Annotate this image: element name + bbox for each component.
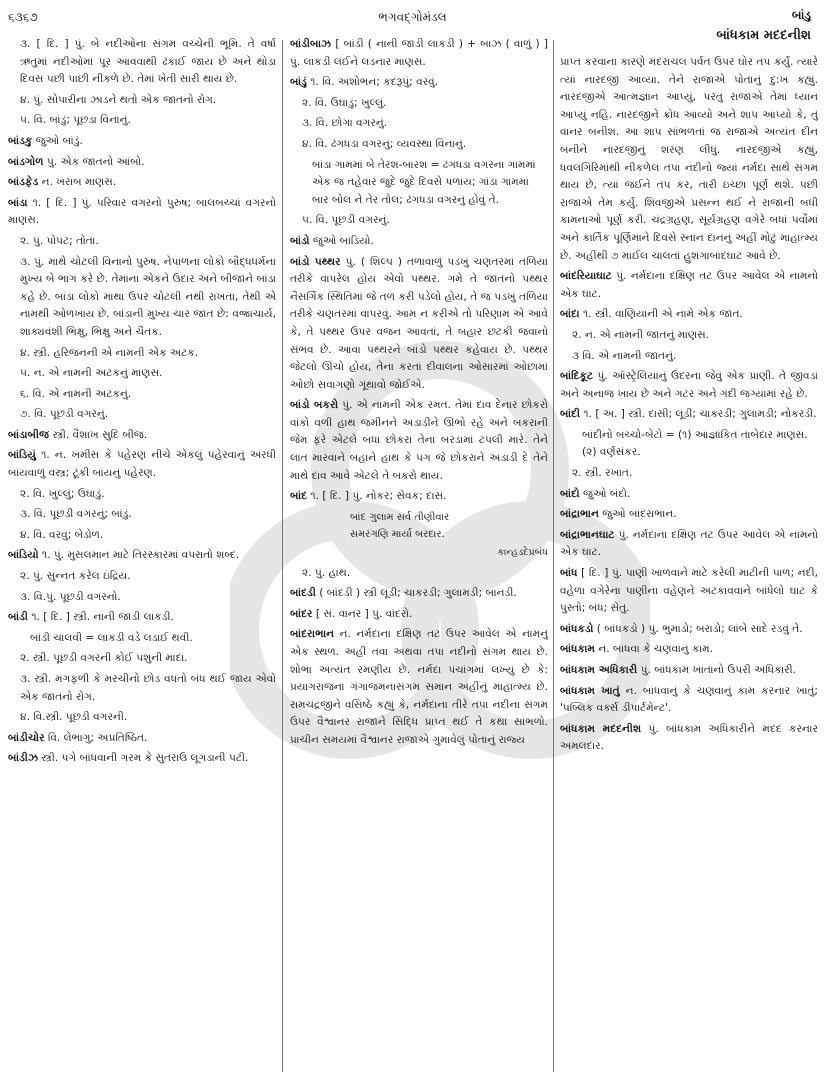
- entry-definition: ૧. વિ. અશોભન; કદરૂપું; વરવું.: [306, 76, 439, 89]
- guide-word-last: બાંધકામ મદદનીશ: [716, 28, 811, 43]
- entry-definition: ૧. [ અ. ] સ્ત્રી. દાસી; લૂંડી; ચાકરડી; ગુલામડી; નોકરડી.: [580, 408, 817, 421]
- column-divider: [282, 40, 283, 1072]
- dictionary-entry: [8, 447, 276, 482]
- entry-sense: ૩. વિ. પૂછડી વગરનું; બાંડું.: [20, 508, 132, 521]
- entry-headword: બાંડો: [290, 234, 310, 247]
- entry-headword: બાંડફેડ: [8, 176, 39, 189]
- entry-headword: બાંડગોળ: [8, 155, 44, 168]
- dictionary-entry: [8, 133, 276, 151]
- entry-headword: બાંદા: [560, 308, 580, 321]
- entry-definition: ૧. [ દિ. ] સ્ત્રી. નાની જાડી લાકડી.: [27, 611, 174, 624]
- entry-definition: [ દિ. ] પું. પાણી ખાળવાને માટે કરેલી માટીની પાળ; નદી, વહેળા વગેરેના પાણીના વહેણને અટકાવવાને બાંધેલો ઘાટ કે પુસ્તો; બંધ; સેતુ.: [560, 567, 818, 615]
- entry-sense: ૨. વિ. ખુલ્લું; ઉઘાડું.: [20, 487, 105, 500]
- dictionary-entry: [560, 486, 818, 504]
- entry-headword: બાંદો: [560, 487, 580, 500]
- entry-headword: બાંધકામ અધિકારી: [560, 664, 638, 676]
- entry-headword: બાંદ: [290, 490, 308, 503]
- dictionary-entry: [560, 306, 818, 324]
- entry-sense: ૨. પું. સુન્નત કરેલ ઇંદ્રિય.: [20, 570, 131, 583]
- dictionary-entry: [290, 36, 548, 71]
- column-1: [8, 36, 276, 1076]
- entry-definition: [ બાંડી ( નાની જાડી લાકડી ) + બાઝ ( વાળું ) ] પું. લાકડી લઈને લડનાર માણસ.: [290, 38, 548, 68]
- entry-headword: બાંડીચોર: [8, 731, 45, 744]
- entry-headword: બાંડી: [8, 611, 28, 624]
- entry-definition: પું. એ નામની એક રમત. તેમાં દાવ દેનાર છોકરો વાંકો વળી હાથ જમીનને અડાડીને ઊભો રહે અને બકરાની જેમ ફરે એટલે બધા છોકરા તેના બરડામાં ટપલી મારે. તેને લાત મારવાને બહાને હાથ કે પગ જે છોકરાને અડાડી દે તેને માથે દાવ આવે એટલે તે બકરો થાય.: [290, 399, 548, 482]
- entry-sense: ૪. સ્ત્રી. હરિજનની એ નામની એક અટક.: [20, 346, 199, 359]
- entry-definition: ૧. [ દિ. ] પું. નોકર; સેવક; દાસ.: [307, 490, 447, 503]
- entry-sense: ૩. વિ.પું. પૂછડી વગરનો.: [20, 590, 121, 603]
- dictionary-entry: [290, 488, 548, 506]
- entry-headword: બાંદિકૂટ: [560, 370, 594, 383]
- entry-headword: બાંડો પથ્થર: [290, 255, 341, 268]
- entry-sense: ૩. વિ. છોગા વગરનું.: [302, 117, 388, 130]
- entry-definition: સ્ત્રી. વૈશાખ સુદિ બીજ.: [49, 428, 148, 441]
- entry-definition: જુઓ બાંડું.: [32, 134, 83, 147]
- entry-headword: બાંડીઝ: [8, 752, 39, 765]
- entry-sense: ૫. વિ. બાંડું; પૂછડા વિનાનું.: [20, 114, 131, 127]
- entry-definition: ૧. ન. ખમીસ કે પહેરણ નીચે એકલું પહેરવાનું અરધી બાંયવાળું વસ્ત્ર; ટૂંકી બાંયનું પહેરણ.: [8, 449, 276, 480]
- column-divider: [553, 40, 554, 1072]
- entry-definition: ( બાંદડી ) સ્ત્રી લૂંડી; ચાકરડી; ગુલામડી; બાનડી.: [315, 587, 517, 600]
- entry-sense: ૬. વિ. એ નામની અટકનું.: [20, 387, 132, 400]
- entry-headword: બાંદરિયાઘાટ: [560, 270, 612, 283]
- entry-definition: ન. બાંધવાનું કે ચણવાનું કામ કરનાર ખાતું; 'પબ્લિક વર્ક્સ ડીપાર્ટમેન્ટ'.: [560, 684, 819, 715]
- page-title: ભગવદ્ગોમંડલ: [378, 10, 447, 24]
- dictionary-entry: [560, 641, 818, 659]
- dictionary-entry: [560, 683, 818, 718]
- dictionary-entry: [560, 506, 818, 524]
- entry-headword: બાંડકુ: [8, 134, 33, 147]
- entry-definition: ન. બાંધવા કે ચણવાનું કામ.: [595, 643, 713, 656]
- entry-sense: ૨. સ્ત્રી. રખાત.: [572, 467, 633, 480]
- entry-headword: બાંદ્રાભાનઘાટ: [560, 528, 615, 541]
- dictionary-entry: [8, 609, 276, 627]
- entry-sense: ૨. વિ. ઉઘાડું; ખુલ્લું.: [302, 96, 387, 109]
- entry-headword: બાંદ્રાભાન: [560, 508, 599, 521]
- entry-definition: ( બાંધકડો ) પું. ભુમાડો; બરાડો; લાંબે સાદે રડવું તે.: [593, 622, 803, 635]
- dictionary-entry: [560, 662, 818, 680]
- entry-sense: ૨. પું. પોપટ; તોતા.: [20, 234, 99, 247]
- entry-definition: પું. નર્મદાના દક્ષિણ તટ ઉપર આવેલ એ નામનો એક ઘાટ.: [560, 270, 818, 300]
- dictionary-entry: [290, 585, 548, 603]
- entry-sense: ૪. વિ. વરવું; બેડોળ.: [20, 528, 104, 541]
- entry-headword: બાંદડી: [290, 587, 316, 600]
- dictionary-entry: [560, 406, 818, 424]
- page-number: ૬૩૬૭: [8, 10, 38, 24]
- entry-headword: બાંડું: [290, 76, 307, 89]
- entry-sense: ૨. પું. હાથ.: [302, 566, 351, 579]
- continued-paragraph: પ્રાપ્ત કરવાના કારણે મંદરાચલ પર્વત ઉપર ઘોર તપ કર્યું. ત્યારે ત્યાં નારદજી આવ્યા. તેને રાજાએ પોતાનું દુ:ખ કહ્યું. નારદજીએ આત્મજ્ઞાન આપ્યું, પરંતુ રાજાએ તેમાં ધ્યાન આપ્યું નહિ. નારદજીને ક્રોધ આવ્યો અને શાપ આપ્યો કે, તું વાનર બનીશ. આ શાપ સાંભળતાં જ રાજાએ અત્યંત દીન બનીને નારદજીનું શરણ લીધું. નારદજીએ કહ્યું, ધવલગિરિમાંથી નીકળેલ તપા નદીનો જ્યાં નર્મદા સાથે સંગમ થાય છે, ત્યાં જઈને તપ કર, તારી ઇચ્છા પૂર્ણ થશે. પછી રાજાએ તેમ કર્યું. શિવજીએ પ્રસન્ન થઈ ને રાજાની બધી કામનાઓ પૂર્ણ કરી. ચંદ્રગ્રહણ, સૂર્યગ્રહણ વગેરે બધાં પર્વોમાં અને કાર્તિક પૂર્ણિમાને દિવસે સ્નાન દાનનું અહીં મોટું માહાત્મ્ય છે. અહીંથી ૭ માઈલ ચાલતાં હુશંગાબાદઘાટ આવે છે.: [560, 56, 818, 262]
- verse-line: બાંદ ગુલામ સર્વ તીણીવાર: [350, 511, 450, 523]
- entry-headword: બાંડો બકરો: [290, 399, 339, 412]
- entry-headword: બાંધકામ ખાતું: [560, 684, 620, 697]
- dictionary-entry: [560, 721, 818, 756]
- dictionary-entry: [290, 254, 548, 395]
- dictionary-entry: [290, 606, 548, 624]
- entry-definition: પું. બાંધકામ ખાતાનો ઉપરી અધિકારી.: [637, 664, 797, 676]
- entry-headword: બાંડીબાઝ: [290, 38, 332, 50]
- usage-example: બાંડા ગામમાં બે તેરશ-બારશ = ઢંગધડા વગરના ગામમાં એક જ તહેવાર જુદે જુદે દિવસે પળાય; ગાંડા ગામમાં બાર બોલ ને તેર તોલ; ઢંગધડા વગરનું હોવું તે.: [312, 158, 536, 206]
- entry-definition: જુઓ બંદો.: [579, 487, 631, 500]
- entry-headword: બાંદી: [560, 408, 581, 421]
- dictionary-entry: [290, 397, 548, 485]
- entry-definition: પું. ( શિલ્પ ) તળાવાળું પડખું ચણતરમાં તળિયા તરીકે વાપરેલ હોય એવો પથ્થર. ગમે તે જાતનો પથ્થર નૈસર્ગિક સ્થિતિમાં જે તળ કરી પડેલો હોય, તે જ પડખું તળિયા તરીકે ચણતરમાં વાપરવું. આમ ન કરીએ તો પરિણામ એ આવે કે, તે પથ્થર ઉપર વજન આવતાં, તે બહાર છટકી જવાનો સંભવ છે. આવા પથ્થરને બાંડો પથ્થર કહેવાય છે. પથ્થર જેટલો ઊંચો હોય, તેના કરતાં દીવાલના ઓસારમાં ઓછામાં ઓછો સવાગણો ગૂંથાવો જોઈએ.: [290, 255, 548, 391]
- verse-line: સમરંગણિ માર્યા બરદાર.: [350, 529, 445, 541]
- dictionary-entry: [8, 750, 276, 768]
- entry-definition: ૧. સ્ત્રી. વાણિયાની એ નામે એક જાત.: [579, 308, 743, 321]
- entry-sense: ૩. પું. માથે ચોટલી વિનાનો પુરુષ. નેપાળના લોકો બૌદ્ધધર્મના મુખ્ય બે ભાગ કરે છે. તેમાંના એકને ઉદાર અને બીજાને બાંડા કહે છે. બાંડા લોકો માથા ઉપર ચોટલી નથી રાખતા, તેથી એ નામથી ઓળખાય છે. બાંડાની મુખ્ય ચાર જાત છે: વજ્રાચાર્ય, શાક્યવંશી ભિક્ષુ, ભિક્ષુ અને ચૈતક.: [20, 255, 276, 338]
- entry-headword: બાંધકામ: [560, 643, 596, 656]
- dictionary-entry: [8, 427, 276, 445]
- entry-definition: પું. ઑસ્ટ્રેલિયાનું ઉંદરના જેવું એક પ્રાણી. તે જીવડાં અને અનાજ ખાય છે અને ગટર અને ગંદી જગ્યામાં રહે છે.: [560, 370, 818, 400]
- entry-definition: પું. નર્મદાના દક્ષિણ તટ ઉપર આવેલ એ નામનો એક ઘાટ.: [560, 528, 818, 559]
- dictionary-entry: [8, 174, 276, 192]
- entry-sense: ૪. વિ.સ્ત્રી. પૂછડી વગરની.: [20, 711, 128, 724]
- verse-quote: [290, 509, 548, 544]
- entry-definition: ન. નર્મદાના દક્ષિણ તટ ઉપર આવેલ એ નામનું એક સ્થળ. અહીં તવા અથવા તપા નદીનો સંગમ થાય છે. શોભા અત્યંત રમણીય છે. નર્મદા પંચાંગમાં લખ્યું છે કે: પ્રયાગરાજના ગંગાજમનાસંગમ સમાન અહીંનું માહાત્મ્ય છે. રામચંદ્રજીને વસિષ્ઠે કહ્યું કે, નર્મદાના તીરે તપા નદીના સંગમ ઉપર વૈશ્વાનર રાજાને સિદ્ધિ પ્રાપ્ત થઈ તે કથા સાંભળો. પ્રાચીન સમયમાં વૈશ્વાનર રાજાએ ગુમાવેલું પોતાનું રાજ્ય: [290, 628, 548, 746]
- entry-definition: જુઓ બાંડિયો.: [309, 234, 374, 247]
- entry-sense: ૨. સ્ત્રી. પૂછડી વગરની કોઈ પશુની માદા.: [20, 652, 188, 665]
- dictionary-entry: [560, 527, 818, 562]
- dictionary-entry: [560, 268, 818, 303]
- dictionary-entry: [290, 233, 548, 251]
- entry-definition: જુઓ બાંદરાભાન.: [598, 508, 677, 521]
- column-2: [290, 36, 548, 1076]
- entry-headword: બાંડિયો: [8, 549, 39, 562]
- entry-definition: [ સં. વાનર ] પું. વાંદરો.: [312, 607, 413, 620]
- entry-sense: ૫. વિ. પૂછડી વગરનું.: [302, 214, 390, 227]
- entry-sense: ૪. પું. સોપારીના ઝાડને થતો એક જાતનો રોગ.: [20, 93, 217, 106]
- entry-headword: બાંદરાભાન: [290, 628, 335, 641]
- entry-definition: વિ. લેભાગુ; અપ્રતિષ્ઠિત.: [44, 731, 148, 744]
- guide-word-first: બાંડુ: [791, 8, 811, 22]
- page-header: [0, 6, 825, 43]
- usage-example: બાંડી ચાલવી = લાકડી વડે લડાઈ થવી.: [30, 631, 193, 644]
- dictionary-entry: [560, 621, 818, 639]
- entry-definition: પું. એક જાતનો આંબો.: [43, 155, 145, 168]
- entry-sense: ૩ વિ. એ નામની જાતનું.: [572, 349, 677, 362]
- entry-headword: બાંધ: [560, 567, 578, 580]
- dictionary-entry: [8, 154, 276, 172]
- entry-headword: બાંદર: [290, 607, 313, 620]
- dictionary-entry: [8, 547, 276, 565]
- entry-sense: ૫. ન. એ નામની અટકનું માણસ.: [20, 367, 163, 380]
- entry-headword: બાંડા: [8, 196, 28, 209]
- entry-sense: ૨. ન. એ નામની જાતનું માણસ.: [572, 328, 710, 341]
- dictionary-entry: [8, 730, 276, 748]
- entry-definition: સ્ત્રી. પગે બાંધવાની ગરમ કે સુતરાઉ લૂગડાની પટી.: [38, 752, 249, 765]
- dictionary-entry: [290, 626, 548, 749]
- entry-sense: ૩. [ દિ. ] પું. બે નદીઓના સંગમ વચ્ચેની ભૂમિ. તે વર્ષા ઋતુમાં નદીઓમાં પૂર આવવાથી ઢંકાઈ જાય છે અને થોડા દિવસ પછી પાછી નીકળે છે. તેમાં ખેતી સારી થાય છે.: [20, 38, 276, 86]
- column-3: [560, 54, 818, 1076]
- entry-headword: બાંધકામ મદદનીશ: [560, 722, 642, 735]
- entry-headword: બાંધકડો: [560, 622, 594, 635]
- entry-definition: ન. ખરાબ માણસ.: [38, 176, 117, 189]
- entry-definition: ૧. પું. મુસલમાન માટે તિરસ્કારમાં વપરાતો શબ્દ.: [38, 549, 240, 562]
- entry-definition: પું. બાંધકામ અધિકારીને મદદ કરનાર અમલદાર.: [560, 722, 818, 753]
- citation-source: કાન્હડદેપ્રબંધ: [497, 547, 548, 559]
- dictionary-entry: [8, 195, 276, 230]
- dictionary-entry: [290, 74, 548, 92]
- entry-sense: ૩. સ્ત્રી. મગફળી કે મરચીનો છોડ વધતો બંધ થઈ જાય એવો એક જાતનો રોગ.: [20, 673, 276, 703]
- usage-example: બાંદીનો બચ્ચો-બેટો = (૧) આજ્ઞાંકિત તાબેદાર માણસ. (૨) વર્ણસંકર.: [582, 428, 808, 459]
- dictionary-entry: [560, 368, 818, 403]
- entry-headword: બાંડાબીજ: [8, 428, 50, 441]
- entry-definition: ૧. [ દિ. ] પું. પરિવાર વગરનો પુરુષ; બાલબચ્ચાં વગરનો માણસ.: [8, 196, 276, 227]
- entry-headword: બાંડિયું: [8, 449, 36, 462]
- dictionary-entry: [560, 565, 818, 618]
- entry-sense: ૭. વિ. પૂછડી વગરનું.: [20, 408, 109, 421]
- entry-sense: ૪. વિ. ઢંગધડા વગરનું; વ્યવસ્થા વિનાનું.: [302, 137, 467, 150]
